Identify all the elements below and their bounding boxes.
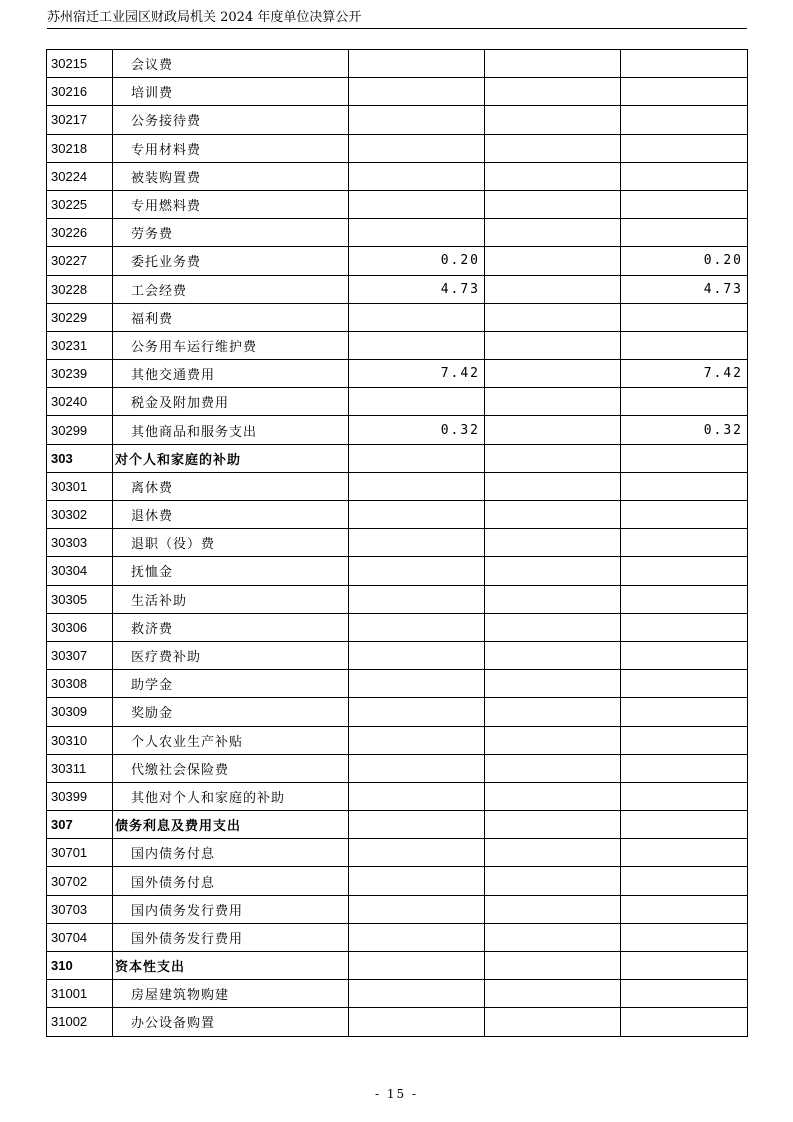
cell-code: 30303 [47, 529, 113, 557]
cell-code: 30227 [47, 247, 113, 275]
cell-name: 债务利息及费用支出 [113, 811, 349, 839]
table-section-row [47, 952, 748, 980]
cell-name: 专用材料费 [113, 134, 349, 162]
cell-name: 离休费 [113, 472, 349, 500]
cell-value-3 [621, 78, 748, 106]
cell-value-2 [485, 134, 621, 162]
cell-value-1 [349, 698, 485, 726]
cell-name: 对个人和家庭的补助 [113, 444, 349, 472]
cell-code: 30399 [47, 782, 113, 810]
table-row [47, 613, 748, 641]
table-row [47, 839, 748, 867]
cell-value-2 [485, 839, 621, 867]
cell-code: 30218 [47, 134, 113, 162]
cell-value-1 [349, 670, 485, 698]
cell-value-2 [485, 106, 621, 134]
cell-value-3 [621, 811, 748, 839]
cell-value-3: 0.32 [621, 416, 748, 444]
cell-value-3 [621, 472, 748, 500]
table-row [47, 219, 748, 247]
cell-value-2 [485, 557, 621, 585]
page-number: - 15 - [374, 1087, 418, 1101]
cell-value-3: 4.73 [621, 275, 748, 303]
cell-value-1 [349, 613, 485, 641]
cell-name: 医疗费补助 [113, 641, 349, 669]
cell-name: 退休费 [113, 501, 349, 529]
table-row [47, 360, 748, 388]
cell-value-1 [349, 50, 485, 78]
cell-code: 303 [47, 444, 113, 472]
cell-value-1 [349, 726, 485, 754]
cell-value-1 [349, 219, 485, 247]
cell-value-1 [349, 782, 485, 810]
cell-value-3 [621, 219, 748, 247]
cell-value-1 [349, 641, 485, 669]
cell-value-1: 0.32 [349, 416, 485, 444]
cell-value-3 [621, 698, 748, 726]
cell-name: 代缴社会保险费 [113, 754, 349, 782]
expenditure-table-body [47, 50, 748, 1037]
table-row [47, 190, 748, 218]
cell-code: 30216 [47, 78, 113, 106]
cell-name: 公务用车运行维护费 [113, 331, 349, 359]
page-header-title: 苏州宿迁工业园区财政局机关 2024 年度单位决算公开 [47, 10, 362, 25]
table-row [47, 416, 748, 444]
header-divider [47, 28, 747, 29]
cell-value-1 [349, 78, 485, 106]
cell-name: 抚恤金 [113, 557, 349, 585]
cell-value-2 [485, 501, 621, 529]
cell-value-1 [349, 303, 485, 331]
cell-name: 办公设备购置 [113, 1008, 349, 1036]
cell-name: 会议费 [113, 50, 349, 78]
cell-value-2 [485, 247, 621, 275]
cell-value-2 [485, 472, 621, 500]
cell-name: 福利费 [113, 303, 349, 331]
table-row [47, 162, 748, 190]
cell-value-1 [349, 472, 485, 500]
cell-value-2 [485, 78, 621, 106]
cell-name: 奖励金 [113, 698, 349, 726]
cell-value-2 [485, 444, 621, 472]
cell-value-3 [621, 388, 748, 416]
cell-value-1 [349, 106, 485, 134]
cell-value-3 [621, 613, 748, 641]
cell-code: 30309 [47, 698, 113, 726]
cell-value-1 [349, 585, 485, 613]
table-section-row [47, 811, 748, 839]
table-row [47, 134, 748, 162]
cell-name: 工会经费 [113, 275, 349, 303]
cell-code: 31001 [47, 980, 113, 1008]
cell-code: 30228 [47, 275, 113, 303]
cell-value-3 [621, 190, 748, 218]
cell-name: 个人农业生产补贴 [113, 726, 349, 754]
table-row [47, 331, 748, 359]
cell-value-1 [349, 444, 485, 472]
cell-value-3 [621, 557, 748, 585]
cell-value-3 [621, 895, 748, 923]
cell-value-3: 7.42 [621, 360, 748, 388]
cell-name: 救济费 [113, 613, 349, 641]
cell-code: 30239 [47, 360, 113, 388]
cell-value-2 [485, 585, 621, 613]
cell-value-1 [349, 529, 485, 557]
table-row [47, 78, 748, 106]
cell-name: 其他交通费用 [113, 360, 349, 388]
cell-value-3 [621, 585, 748, 613]
table-row [47, 670, 748, 698]
table-row [47, 247, 748, 275]
cell-value-3 [621, 162, 748, 190]
cell-name: 税金及附加费用 [113, 388, 349, 416]
cell-code: 31002 [47, 1008, 113, 1036]
cell-name: 专用燃料费 [113, 190, 349, 218]
cell-value-2 [485, 303, 621, 331]
cell-code: 30308 [47, 670, 113, 698]
cell-value-3 [621, 303, 748, 331]
cell-code: 30299 [47, 416, 113, 444]
cell-name: 培训费 [113, 78, 349, 106]
cell-value-1 [349, 331, 485, 359]
cell-name: 其他商品和服务支出 [113, 416, 349, 444]
cell-value-1: 0.20 [349, 247, 485, 275]
cell-value-2 [485, 952, 621, 980]
table-row [47, 980, 748, 1008]
cell-value-2 [485, 416, 621, 444]
table-row [47, 754, 748, 782]
cell-name: 委托业务费 [113, 247, 349, 275]
cell-code: 30302 [47, 501, 113, 529]
cell-name: 房屋建筑物购建 [113, 980, 349, 1008]
cell-code: 30701 [47, 839, 113, 867]
cell-value-2 [485, 1008, 621, 1036]
cell-value-1: 4.73 [349, 275, 485, 303]
table-row [47, 501, 748, 529]
cell-code: 30231 [47, 331, 113, 359]
cell-value-3 [621, 923, 748, 951]
cell-code: 30311 [47, 754, 113, 782]
cell-code: 30702 [47, 867, 113, 895]
cell-value-2 [485, 529, 621, 557]
cell-code: 30703 [47, 895, 113, 923]
cell-code: 30225 [47, 190, 113, 218]
cell-value-2 [485, 50, 621, 78]
cell-value-1 [349, 134, 485, 162]
cell-code: 30224 [47, 162, 113, 190]
table-row [47, 585, 748, 613]
cell-code: 30217 [47, 106, 113, 134]
cell-value-1 [349, 501, 485, 529]
cell-value-2 [485, 895, 621, 923]
cell-code: 30240 [47, 388, 113, 416]
cell-name: 国内债务付息 [113, 839, 349, 867]
table-row [47, 923, 748, 951]
cell-value-1 [349, 811, 485, 839]
cell-value-3 [621, 980, 748, 1008]
cell-value-1 [349, 162, 485, 190]
expenditure-table [46, 49, 748, 1037]
cell-value-2 [485, 670, 621, 698]
table-row [47, 529, 748, 557]
table-row [47, 895, 748, 923]
cell-value-1 [349, 867, 485, 895]
cell-value-1 [349, 839, 485, 867]
cell-value-1: 7.42 [349, 360, 485, 388]
cell-value-2 [485, 162, 621, 190]
cell-name: 助学金 [113, 670, 349, 698]
cell-code: 30226 [47, 219, 113, 247]
cell-name: 退职（役）费 [113, 529, 349, 557]
cell-value-1 [349, 557, 485, 585]
cell-value-3 [621, 754, 748, 782]
cell-value-3 [621, 134, 748, 162]
cell-code: 30305 [47, 585, 113, 613]
cell-value-2 [485, 641, 621, 669]
cell-value-3 [621, 641, 748, 669]
table-row [47, 303, 748, 331]
cell-value-2 [485, 360, 621, 388]
cell-value-2 [485, 275, 621, 303]
cell-name: 资本性支出 [113, 952, 349, 980]
table-row [47, 275, 748, 303]
cell-code: 30310 [47, 726, 113, 754]
table-row [47, 867, 748, 895]
cell-code: 30306 [47, 613, 113, 641]
cell-code: 310 [47, 952, 113, 980]
cell-value-2 [485, 867, 621, 895]
cell-value-3 [621, 1008, 748, 1036]
cell-name: 劳务费 [113, 219, 349, 247]
cell-code: 30301 [47, 472, 113, 500]
table-row [47, 50, 748, 78]
cell-code: 30229 [47, 303, 113, 331]
cell-value-1 [349, 190, 485, 218]
cell-value-3 [621, 529, 748, 557]
cell-value-3 [621, 670, 748, 698]
cell-value-2 [485, 219, 621, 247]
table-row [47, 388, 748, 416]
cell-name: 国外债务发行费用 [113, 923, 349, 951]
cell-value-1 [349, 980, 485, 1008]
cell-name: 国内债务发行费用 [113, 895, 349, 923]
cell-value-3 [621, 867, 748, 895]
cell-name: 公务接待费 [113, 106, 349, 134]
cell-value-1 [349, 754, 485, 782]
cell-name: 其他对个人和家庭的补助 [113, 782, 349, 810]
table-row [47, 472, 748, 500]
table-row [47, 1008, 748, 1036]
cell-code: 30304 [47, 557, 113, 585]
cell-value-2 [485, 811, 621, 839]
cell-value-2 [485, 980, 621, 1008]
cell-code: 30307 [47, 641, 113, 669]
cell-value-3 [621, 444, 748, 472]
cell-value-1 [349, 895, 485, 923]
cell-code: 30215 [47, 50, 113, 78]
cell-value-3 [621, 726, 748, 754]
cell-value-3 [621, 106, 748, 134]
cell-value-1 [349, 923, 485, 951]
table-row [47, 726, 748, 754]
cell-value-1 [349, 388, 485, 416]
cell-name: 被装购置费 [113, 162, 349, 190]
cell-value-3 [621, 839, 748, 867]
cell-value-2 [485, 698, 621, 726]
cell-value-3 [621, 501, 748, 529]
table-row [47, 698, 748, 726]
table-row [47, 782, 748, 810]
table-row [47, 106, 748, 134]
table-row [47, 641, 748, 669]
cell-value-3 [621, 50, 748, 78]
cell-value-1 [349, 1008, 485, 1036]
cell-value-2 [485, 190, 621, 218]
cell-value-2 [485, 923, 621, 951]
cell-value-2 [485, 754, 621, 782]
cell-value-3 [621, 331, 748, 359]
cell-value-2 [485, 782, 621, 810]
cell-value-2 [485, 388, 621, 416]
cell-name: 国外债务付息 [113, 867, 349, 895]
cell-value-3 [621, 952, 748, 980]
cell-code: 307 [47, 811, 113, 839]
cell-value-3: 0.20 [621, 247, 748, 275]
table-row [47, 557, 748, 585]
cell-value-2 [485, 331, 621, 359]
table-section-row [47, 444, 748, 472]
cell-value-1 [349, 952, 485, 980]
cell-name: 生活补助 [113, 585, 349, 613]
cell-code: 30704 [47, 923, 113, 951]
cell-value-3 [621, 782, 748, 810]
cell-value-2 [485, 613, 621, 641]
cell-value-2 [485, 726, 621, 754]
